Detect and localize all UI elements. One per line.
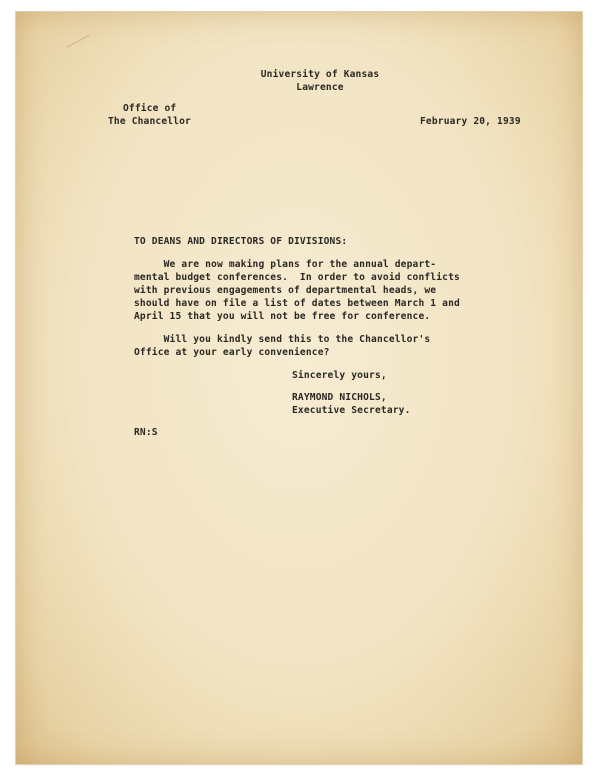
- letter-page: [16, 12, 582, 764]
- body-line: We are now making plans for the annual depart-: [134, 259, 437, 270]
- signer-name: RAYMOND NICHOLS,: [292, 392, 387, 403]
- body-line: mental budget conferences. In order to avoid conflicts: [134, 272, 460, 283]
- body-line: with previous engagements of departmental heads, we: [134, 285, 437, 296]
- body-line: Will you kindly send this to the Chancellor's: [134, 334, 431, 345]
- institution-name: University of Kansas: [260, 69, 380, 80]
- paper-crease: [66, 35, 95, 59]
- body-line: should have on file a list of dates between March 1 and: [134, 298, 460, 309]
- letter-date: February 20, 1939: [420, 116, 521, 127]
- institution-city: Lawrence: [296, 82, 344, 93]
- body-line: Office at your early convenience?: [134, 347, 330, 358]
- office-line-2: The Chancellor: [108, 116, 191, 127]
- reference-initials: RN:S: [134, 427, 158, 438]
- body-line: April 15 that you will not be free for conference.: [134, 311, 431, 322]
- signer-title: Executive Secretary.: [292, 405, 411, 416]
- complimentary-close: Sincerely yours,: [292, 370, 387, 381]
- salutation: TO DEANS AND DIRECTORS OF DIVISIONS:: [134, 236, 348, 247]
- office-line-1: Office of: [123, 103, 177, 114]
